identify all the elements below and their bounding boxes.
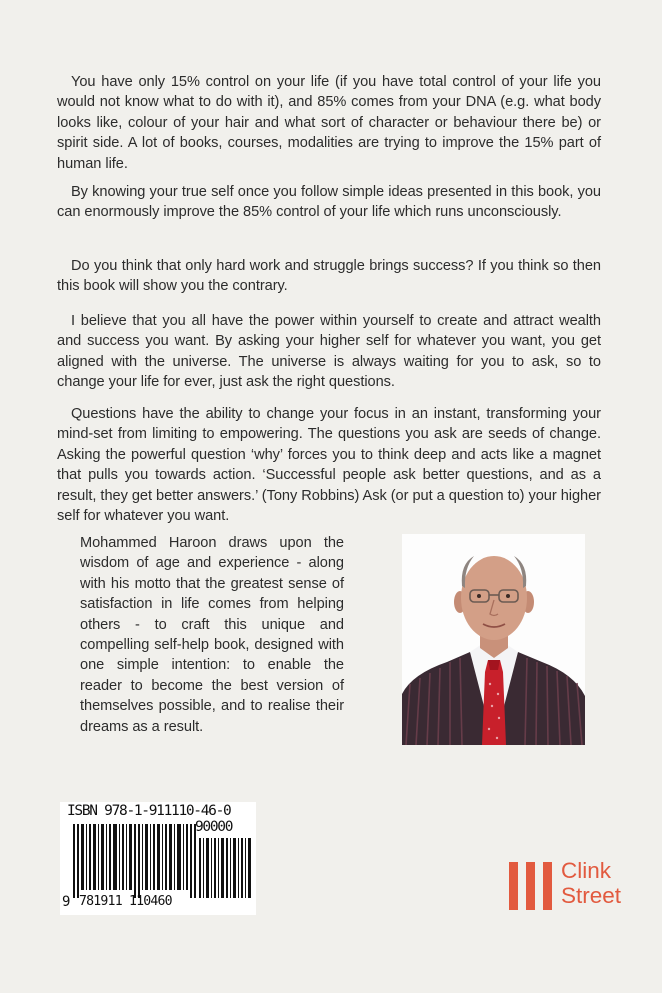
isbn-barcode — [60, 802, 256, 915]
publisher-name-line2: Street — [561, 883, 622, 908]
price-code: 90000 — [195, 819, 233, 835]
blurb-paragraph-4: I believe that you all have the power within yourself to create and attract wealth and success you want. By asking your higher self for whatever you want, you get aligned with the universe. The universe is always waiting for you to ask, so to change your life for ever, just ask the right questions. — [57, 313, 601, 391]
ean-digits: 781911 110460 — [79, 894, 172, 909]
blurb-paragraph-1: You have only 15% control on your life (if you have total control of your life you would not know what to do with it), and 85% comes from your DNA (e.g. what body looks like, colour of your hair and what sort of character or behaviour there be) or spirit side. A lot of books, courses, modalities are trying to improve the 15% part of human life. — [57, 74, 601, 172]
publisher-name-line1: Clink — [561, 858, 612, 883]
ean-first-digit: 9 — [62, 894, 71, 910]
author-bio: Mohammed Haroon draws upon the wisdom of age and experience - along with his motto that the greatest sense of satisfaction in life comes from helping others - to craft this unique and compelling self-help book, designed with one simple intention: to enable the reader to become the best version of themselves possible, and to realise their dreams as a result. — [80, 535, 344, 735]
blurb-paragraph-5: Questions have the ability to change your focus in an instant, transforming your mind-set from limiting to empowering. The questions you ask are seeds of change. Asking the powerful question ‘why’ forces you to think deep and acts like a magnet that pulls you towards action. ‘Successful people ask better questions, and as a result, they get better answers.’ (Tony Robbins) Ask (or put a question to) your higher self for whatever you want. — [57, 406, 601, 525]
author-photo — [402, 534, 585, 745]
publisher-logo — [509, 858, 639, 911]
blurb-paragraph-2: By knowing your true self once you follow simple ideas presented in this book, you can enormously improve the 85% control of your life which runs unconsciously. — [57, 184, 601, 221]
publisher-bars-icon — [509, 862, 557, 910]
isbn-label: ISBN 978-1-911110-46-0 — [67, 803, 231, 819]
blurb-paragraph-3: Do you think that only hard work and struggle brings success? If you think so then this book will show you the contrary. — [57, 258, 601, 295]
